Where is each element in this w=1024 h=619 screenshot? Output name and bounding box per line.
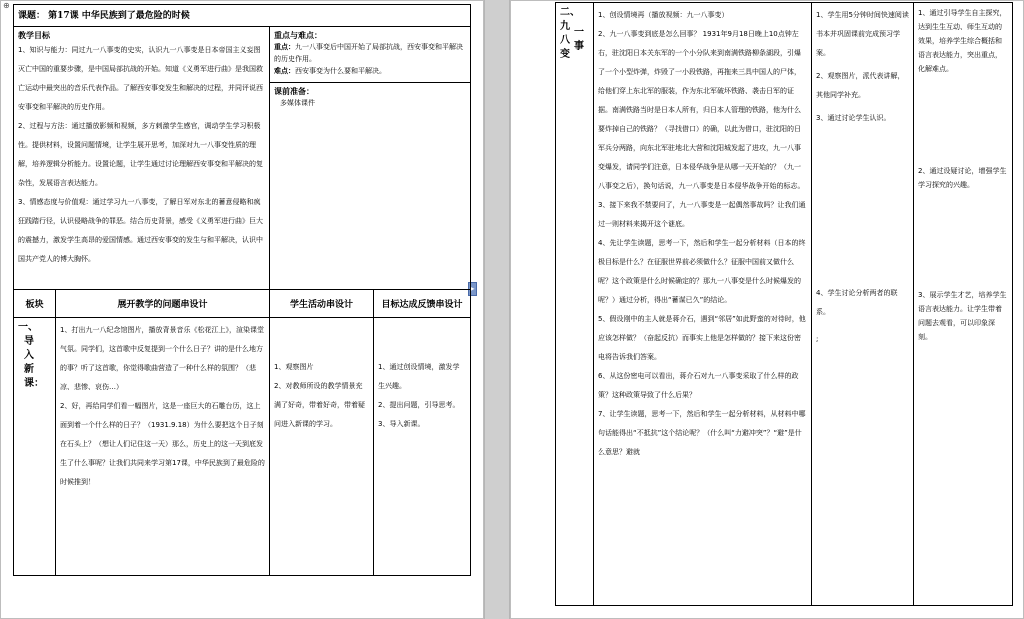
col-header-problems: 展开教学的问题串设计: [56, 290, 270, 318]
key-points-cell: [270, 27, 471, 290]
col-header-activities: 学生活动串设计: [270, 290, 374, 318]
intro-feedback-cell: [374, 318, 471, 576]
intro-feedback-1: 1、通过创设情境，激发学生兴趣。: [378, 363, 460, 390]
activities-cell: [812, 3, 914, 606]
difficult-point-text: 西安事变为什么要和平解决。: [295, 67, 386, 75]
intro-feedback-2: 2、提出问题，引导思考。: [378, 401, 460, 409]
lesson-title: 课题： 第17课 中华民族到了最危险的时候: [14, 5, 471, 27]
activity-item-1: 1、学生用5分钟时间快速阅读书本并巩固课前完成预习学案。: [816, 11, 909, 57]
prep-block: [270, 83, 470, 112]
intro-activity-cell: [270, 318, 374, 576]
feedback-item-2: 2、通过设疑讨论，增强学生学习探究的兴趣。: [918, 167, 1007, 189]
section-label-918: 二、 九 八 变 一 事: [556, 3, 594, 606]
intro-problem-1: 1、打出九一八纪念馆图片，播放背景音乐《松花江上》，渲染课堂气氛。同学们，这首歌中反复提到一个什么日子？讲的是什么地方的事？听了这首歌，你觉得歌曲营造了一种什么样的氛围？（悲凉、悲惨、哀伤…）: [60, 326, 264, 391]
col-header-feedback: 目标达成反馈串设计: [374, 290, 471, 318]
col-header-section: 板块: [14, 290, 56, 318]
feedback-item-3: 3、展示学生才艺，培养学生语言表达能力。让学生带着问题去观看，可以印象深刻。: [918, 291, 1007, 341]
prep-heading: 课前准备：: [274, 86, 314, 96]
key-point-label: 重点：: [274, 43, 295, 51]
intro-problem-2: 2、好，再给同学们看一幅图片，这是一座巨大的石雕台历，这上面到着一个什么样的日子？（1931.9.18）为什么要把这个日子刻在石头上？（想让人们记住这一天）那么，历史上的这一天到底发生了什么事呢？让我们共同来学习第17课，中华民族到了最危险的时候推到！: [60, 402, 265, 486]
feedback-item-1: 1、通过引导学生自主探究，达到生生互动、师生互动的效果，培养学生综合概括和语言表达能力，突出重点，化解难点。: [918, 9, 1007, 73]
goal-item-knowledge: 1、知识与能力：同过九一八事变的史实，认识九一八事变是日本帝国主义妄图灭亡中国的重要步骤，是中国局部抗战的开始。知道《义勇军进行曲》是我国救亡运动中最突出的音乐代表作品。了解西安事变发生和解决的过程，并同评说西安事变和平解决的历史作用。: [18, 46, 263, 111]
lesson-plan-table-page1: [13, 4, 471, 576]
activity-item-4: 4、学生讨论分析两者的联系。: [816, 289, 898, 316]
intro-problem-cell: [56, 318, 270, 576]
problems-cell: [594, 3, 812, 606]
goals-heading: 教学目标: [18, 30, 50, 40]
problem-item-5: 5、假设刚中的主人就是蒋介石，遇到“邻居”如此野蛮的对待时，他应该怎样做？（奋起反抗）而事实上他是怎样做的？接下来这份密电将告诉我们答案。: [598, 315, 806, 361]
activity-item-2: 2、观察图片，派代表讲解，其他同学补充。: [816, 72, 905, 99]
problem-item-3: 3、接下来我不禁要问了，九一八事变是一起偶然事故吗？让我们通过一则材料来揭开这个谜底。: [598, 201, 806, 228]
difficult-point-label: 难点：: [274, 67, 295, 75]
problem-item-1: 1、创设情境再（播放视频：九一八事变）: [598, 11, 729, 19]
page-split-handle[interactable]: ▸: [468, 282, 477, 296]
lesson-plan-table-page2: [555, 2, 1013, 606]
intro-activity-1: 1、观察图片: [274, 363, 314, 371]
section-label-intro: 一、 导 入 新 课：: [14, 318, 56, 576]
prep-content: 多媒体课件: [280, 99, 315, 107]
problem-item-4: 4、先让学生读题，思考一下，然后和学生一起分析材料（日本的终极目标是什么？在征服世界前必须做什么？征服中国前又做什么呢？这个政策是什么时候确定的？那九一八事变是什么时候爆发的呢？）通过分析，得出“蓄谋已久”的结论。: [598, 239, 806, 304]
key-point-text: 九一八事变后中国开始了局部抗战，西安事变和平解决的历史作用。: [274, 43, 463, 63]
key-points-block: [270, 27, 470, 83]
problem-item-6: 6、从这份密电可以看出，蒋介石对九一八事变采取了什么样的政策？这种政策导致了什么后果？: [598, 372, 799, 399]
goal-item-emotion: 3、情感态度与价值观：通过学习九一八事变，了解日军对东北的蓄意侵略和疯狂践踏行径，认识侵略战争的罪恶。结合历史背景，感受《义勇军进行曲》巨大的震撼力，激发学生高昂的爱国情感。通过西安事变的发生与和平解决，认识中国共产党人的博大胸怀。: [18, 198, 263, 263]
problem-item-7: 7、让学生读题，思考一下，然后和学生一起分析材料，从材料中哪句话能得出“不抵抗”这个结论呢？（什么叫“力避冲突”？“避”是什么意思？避就: [598, 410, 806, 456]
goal-item-process: 2、过程与方法：通过播放影频和视频，多方刺激学生感官，调动学生学习积极性。提供材料，设置问题情境，让学生展开思考，加深对九一八事变性质的理解，培养逻辑分析能力。设置论题，让学生通过讨论理解西安事变和平解决的复杂性，发展语言表达能力。: [18, 122, 263, 187]
intro-feedback-3: 3、导入新课。: [378, 420, 425, 428]
activity-extra-mark: ;: [816, 335, 819, 343]
paragraph-mark-icon: ⊕: [3, 1, 10, 10]
problem-item-2: 2、九一八事变到底是怎么回事？ 1931年9月18日晚上10点钟左右，驻沈阳日本关东军的一个小分队来到南满铁路柳条湖段，引爆了一个小型炸弹，炸毁了一小段铁路，再拖来三具中国人的尸体，给他们穿上东北军的服装，作为东北军破坏铁路、袭击日军的证据。南满铁路当时是日本人所有，归日本人管理的铁路，他为什么要炸掉自己的铁路？（寻找借口）的确，以此为借口，驻沈阳的日军兵分两路，向东北军驻地北大营和沈阳城发起了进攻，九一八事变爆发，请同学们注意，日本侵华战争是从哪一天开始的？（九一八事变之后），换句话说，九一八事变是日本侵华战争开始的标志。: [598, 30, 805, 190]
key-points-heading: 重点与难点：: [274, 30, 322, 40]
goals-cell: [14, 27, 270, 290]
intro-activity-2: 2、对教师所设的教学情景充满了好奇，带着好奇，带着疑问进入新课的学习。: [274, 382, 365, 428]
page-gutter: [484, 0, 510, 619]
feedback-cell: [914, 3, 1013, 606]
activity-item-3: 3、通过讨论学生认识。: [816, 114, 891, 122]
